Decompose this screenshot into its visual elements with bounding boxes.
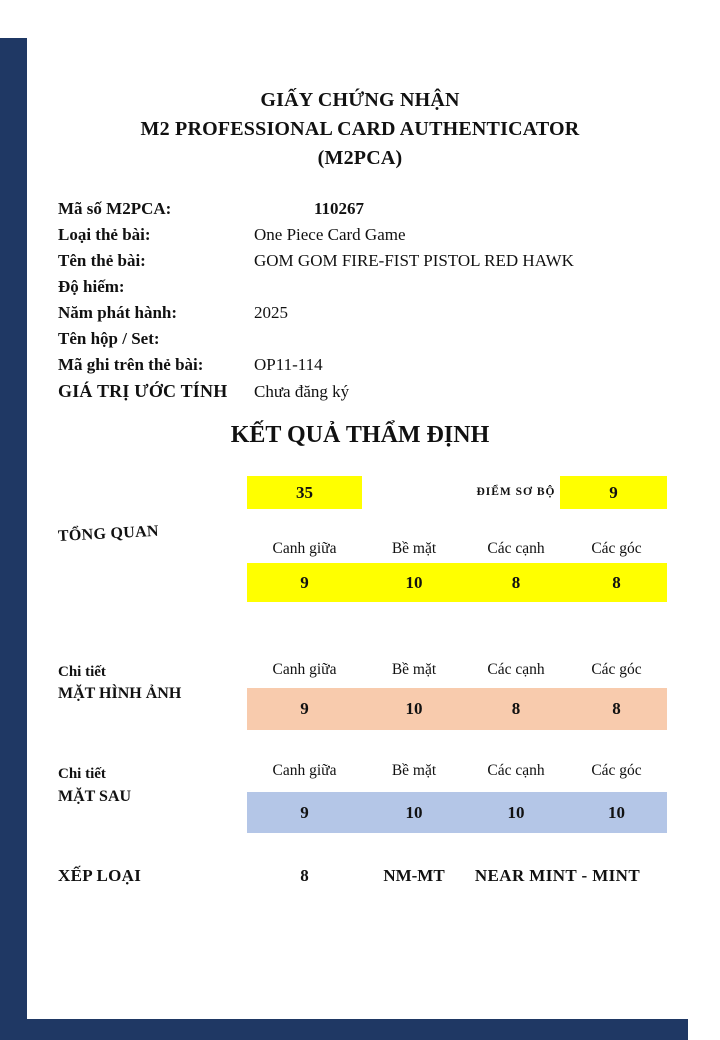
score-cell: 8: [612, 699, 621, 718]
front-score-band: [247, 688, 667, 730]
score-cell: 10: [405, 803, 423, 822]
col-header-corners: Các góc: [591, 661, 642, 678]
back-section-label-line1: Chi tiết: [58, 766, 106, 782]
score-cell: 10: [405, 573, 423, 592]
total-score-box: 35: [247, 476, 362, 509]
front-column-headers: [247, 661, 667, 678]
front-section-label-line2: MẶT HÌNH ẢNH: [58, 685, 182, 702]
col-header-edges: Các cạnh: [487, 762, 545, 779]
back-section-label-line2: MẶT SAU: [58, 788, 132, 805]
col-header-corners: Các góc: [591, 540, 642, 557]
bottom-accent-bar: [27, 1019, 688, 1040]
field-row-ma-ghi: [58, 352, 678, 378]
field-value: One Piece Card Game: [254, 225, 406, 244]
overall-section-label: TỔNG QUAN: [57, 522, 160, 545]
title-line-1: GIẤY CHỨNG NHẬN: [260, 89, 460, 111]
col-header-centering: Canh giữa: [272, 762, 337, 779]
field-label: Tên hộp / Set:: [58, 329, 160, 348]
certificate-title: [0, 86, 720, 173]
field-label: Tên thẻ bài:: [58, 251, 146, 270]
field-label: Năm phát hành:: [58, 303, 178, 322]
results-heading: KẾT QUẢ THẨM ĐỊNH: [230, 422, 490, 448]
field-row-loai-the: [58, 222, 678, 248]
grading-code: NM-MT: [383, 866, 445, 885]
field-value: OP11-114: [254, 355, 323, 374]
field-row-ten-hop: [58, 326, 678, 352]
grading-row: [247, 863, 667, 889]
title-line-2: M2 PROFESSIONAL CARD AUTHENTICATOR: [140, 118, 580, 140]
score-cell: 10: [507, 803, 525, 822]
score-cell: 10: [405, 699, 423, 718]
grading-name: NEAR MINT - MINT: [474, 866, 641, 885]
back-score-band: [247, 792, 667, 833]
field-row-ten-the: [58, 248, 678, 274]
col-header-edges: Các cạnh: [487, 540, 545, 557]
left-accent-bar: [0, 38, 27, 1040]
field-value: 110267: [314, 199, 365, 218]
col-header-centering: Canh giữa: [272, 661, 337, 678]
col-header-corners: Các góc: [591, 762, 642, 779]
field-row-ma-so: [58, 196, 678, 222]
field-value: 2025: [254, 303, 288, 322]
score-cell: 9: [300, 699, 309, 718]
overall-score-band: [247, 563, 667, 602]
grading-score: 8: [300, 866, 309, 885]
prelim-score-box: 9: [560, 476, 667, 509]
prelim-score-label: ĐIỂM SƠ BỘ: [476, 486, 556, 498]
field-label: Loại thẻ bài:: [58, 225, 151, 244]
col-header-centering: Canh giữa: [272, 540, 337, 557]
field-label: Độ hiếm:: [58, 277, 125, 296]
score-cell: 8: [511, 573, 521, 592]
field-label: Mã số M2PCA:: [58, 199, 172, 218]
field-value: Chưa đăng ký: [254, 382, 350, 401]
card-info-fields: [58, 196, 678, 405]
field-value: [254, 326, 678, 352]
score-cell: 8: [612, 573, 621, 592]
summary-score-row: [247, 476, 667, 509]
col-header-surface: Bề mặt: [391, 762, 437, 779]
back-column-headers: [247, 762, 667, 779]
score-cell: 9: [300, 803, 309, 822]
field-value: GOM GOM FIRE-FIST PISTOL RED HAWK: [254, 251, 574, 270]
front-section-label-line1: Chi tiết: [58, 664, 106, 680]
col-header-edges: Các cạnh: [487, 661, 545, 678]
field-row-do-hiem: [58, 274, 678, 300]
score-cell: 8: [511, 699, 521, 718]
score-cell: 10: [608, 803, 625, 822]
field-row-nam-phat-hanh: [58, 300, 678, 326]
field-row-gia-tri: [58, 378, 678, 405]
overall-column-headers: [247, 540, 667, 557]
grading-label: XẾP LOẠI: [58, 866, 142, 885]
score-cell: 9: [300, 573, 309, 592]
spacer-cell: [362, 476, 466, 509]
col-header-surface: Bề mặt: [391, 661, 437, 678]
field-label: Mã ghi trên thẻ bài:: [58, 355, 204, 374]
field-value: [254, 274, 678, 300]
field-label: GIÁ TRỊ ƯỚC TÍNH: [58, 381, 228, 401]
title-line-3: (M2PCA): [317, 147, 403, 169]
col-header-surface: Bề mặt: [391, 540, 437, 557]
